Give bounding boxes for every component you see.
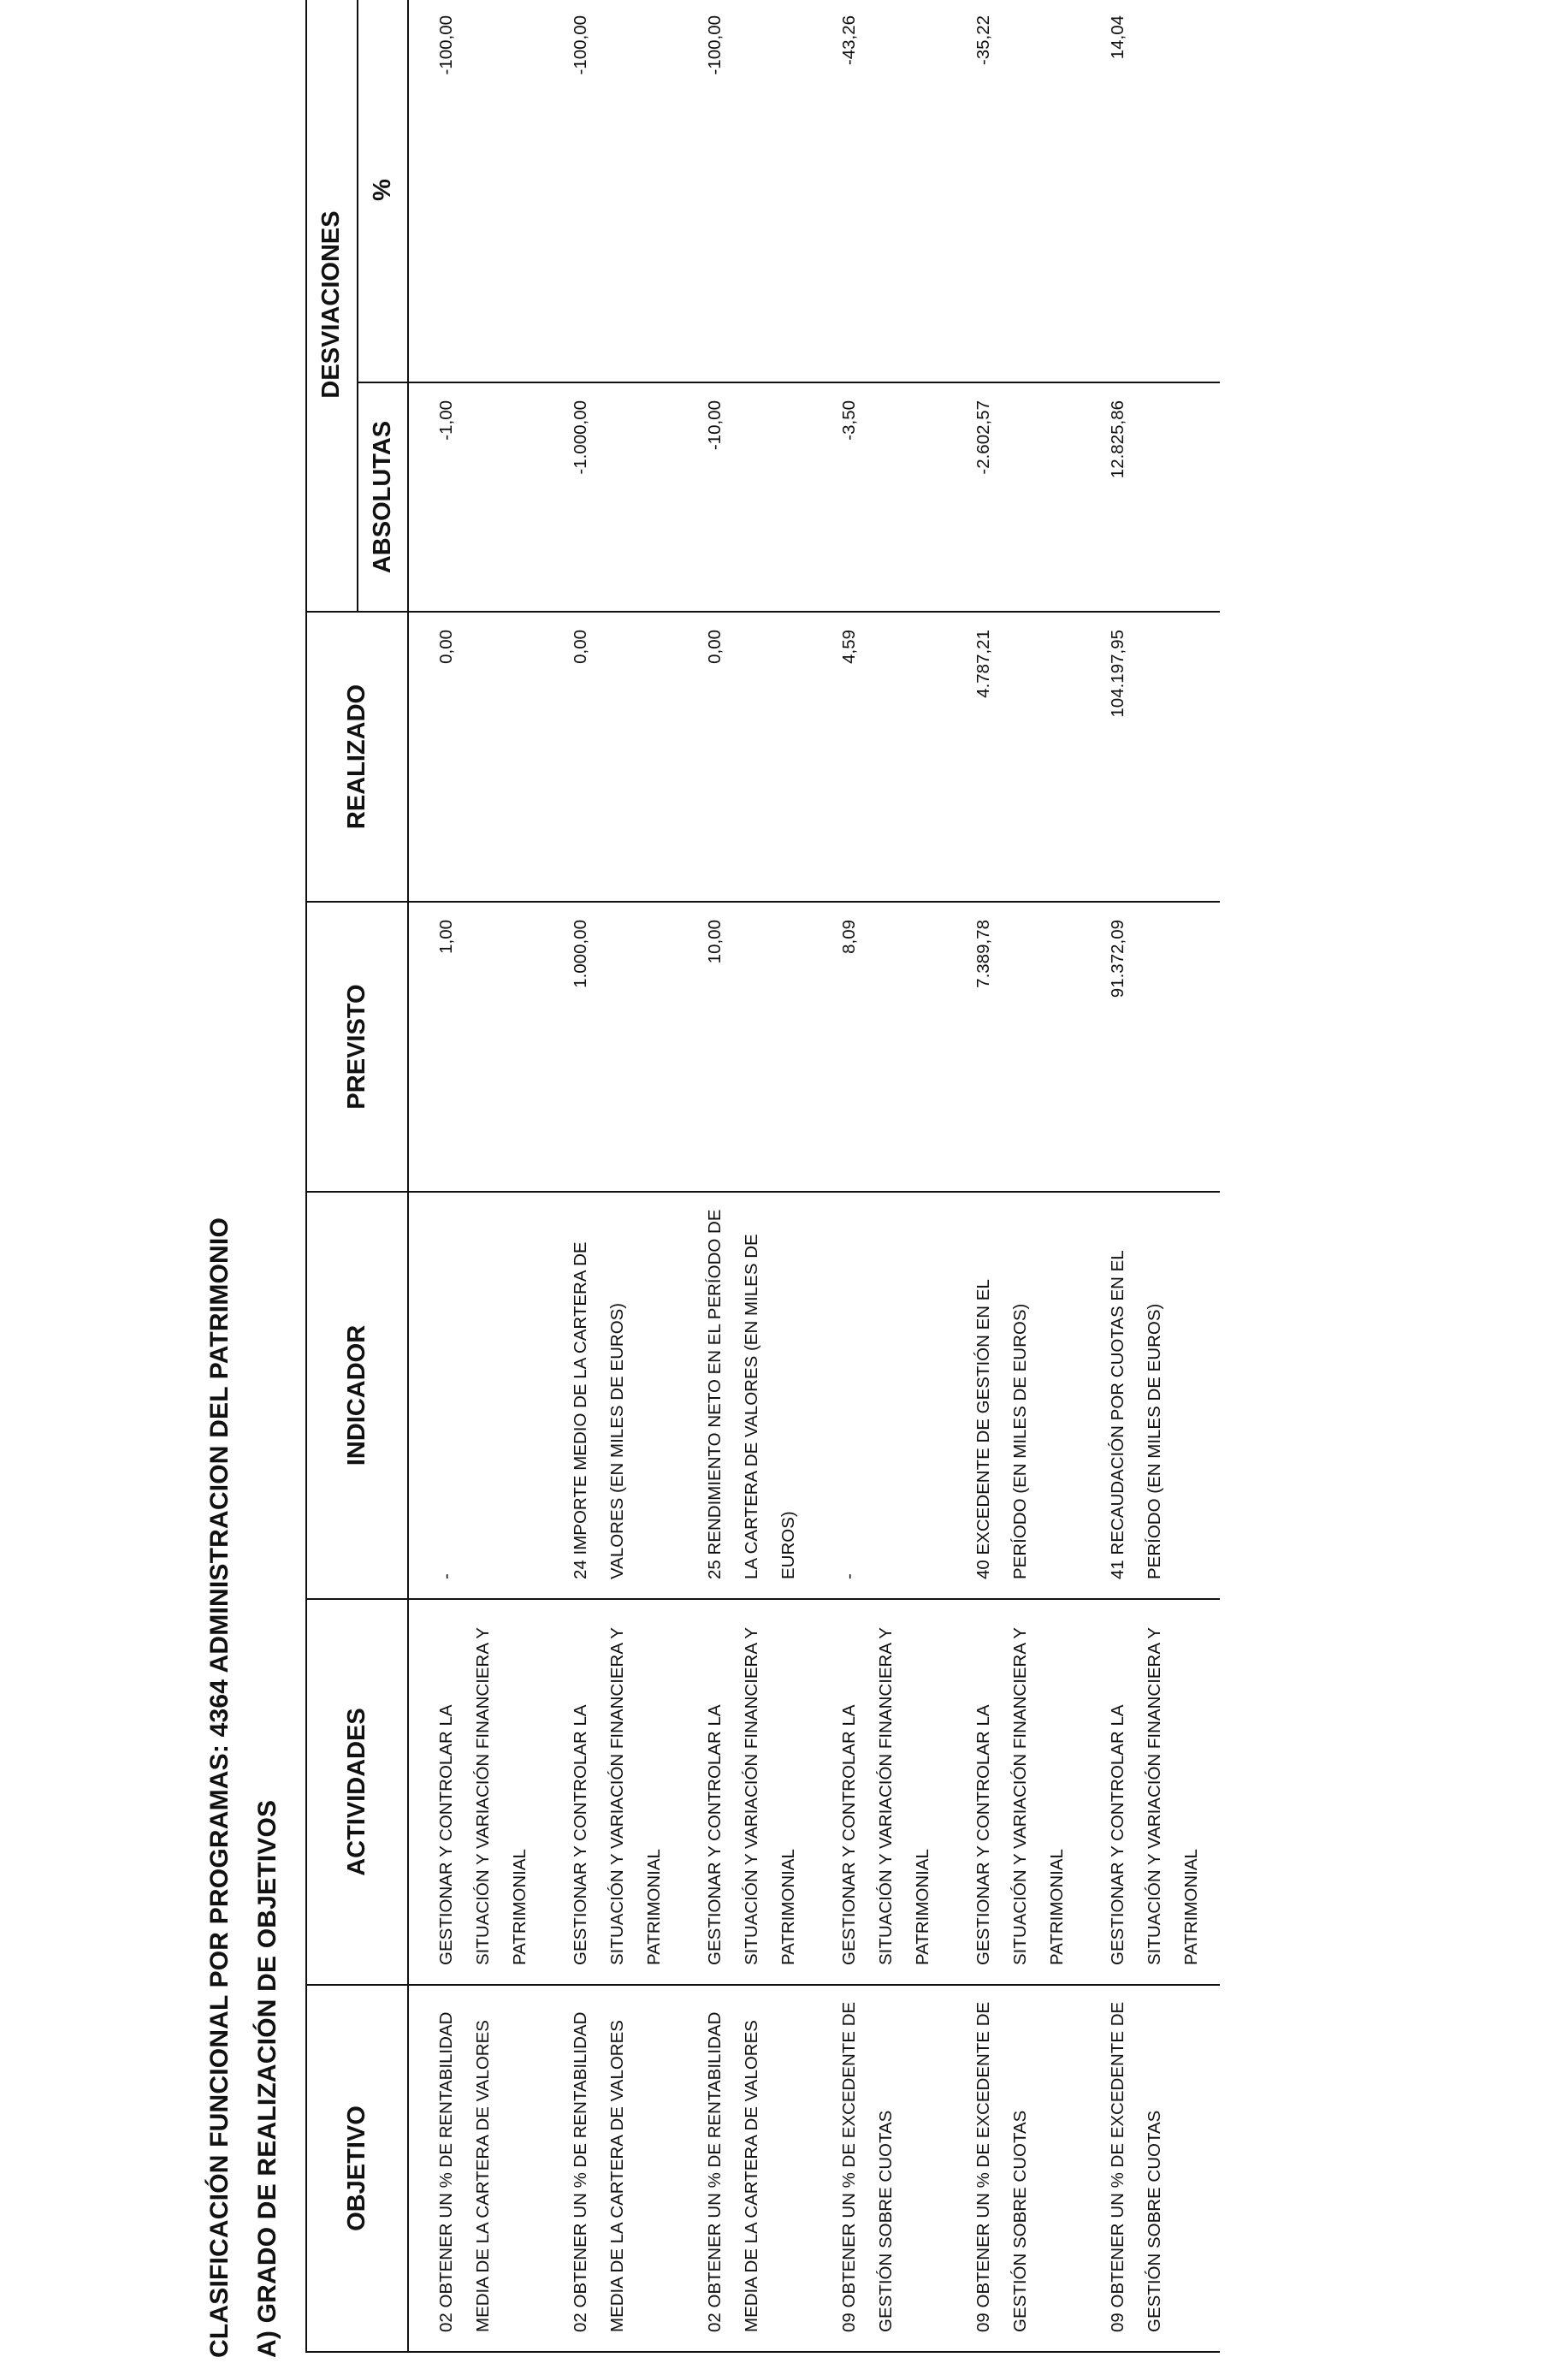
- cell-objetivo: 02 OBTENER UN % DE RENTABILIDAD MEDIA DE LA CARTERA DE VALORES: [543, 1985, 677, 2352]
- col-header-objetivo: OBJETIVO: [306, 1985, 408, 2352]
- cell-realizado: 0,00: [543, 612, 677, 902]
- cell-absolutas: -2.602,57: [946, 382, 1080, 612]
- col-header-previsto: PREVISTO: [306, 902, 408, 1192]
- col-header-desviaciones: DESVIACIONES: [306, 0, 358, 612]
- cell-porcentaje: -100,00: [408, 0, 543, 382]
- table-row: [1080, 0, 1220, 2352]
- cell-previsto: 8,09: [812, 902, 946, 1192]
- cell-absolutas: -1,00: [408, 382, 543, 612]
- cell-objetivo: 02 OBTENER UN % DE RENTABILIDAD MEDIA DE LA CARTERA DE VALORES: [677, 1985, 812, 2352]
- cell-absolutas: -1.000,00: [543, 382, 677, 612]
- report-subtitle: A) GRADO DE REALIZACIÓN DE OBJETIVOS: [253, 1799, 281, 2358]
- cell-realizado: 4.787,21: [946, 612, 1080, 902]
- cell-porcentaje: -100,00: [543, 0, 677, 382]
- cell-realizado: 0,00: [408, 612, 543, 902]
- cell-previsto: 1.000,00: [543, 902, 677, 1192]
- cell-previsto: 1,00: [408, 902, 543, 1192]
- cell-actividades: GESTIONAR Y CONTROLAR LA SITUACIÓN Y VARIACIÓN FINANCIERA Y PATRIMONIAL: [543, 1599, 677, 1985]
- cell-actividades: GESTIONAR Y CONTROLAR LA SITUACIÓN Y VARIACIÓN FINANCIERA Y PATRIMONIAL: [408, 1599, 543, 1985]
- col-header-absolutas: ABSOLUTAS: [358, 382, 409, 612]
- cell-actividades: GESTIONAR Y CONTROLAR LA SITUACIÓN Y VARIACIÓN FINANCIERA Y PATRIMONIAL: [812, 1599, 946, 1985]
- cell-indicador: -: [408, 1192, 543, 1599]
- col-header-indicador: INDICADOR: [306, 1192, 408, 1599]
- cell-objetivo: 09 OBTENER UN % DE EXCEDENTE DE GESTIÓN SOBRE CUOTAS: [1080, 1985, 1220, 2352]
- col-header-actividades: ACTIVIDADES: [306, 1599, 408, 1985]
- cell-indicador: -: [812, 1192, 946, 1599]
- cell-porcentaje: -100,00: [677, 0, 812, 382]
- cell-objetivo: 09 OBTENER UN % DE EXCEDENTE DE GESTIÓN SOBRE CUOTAS: [812, 1985, 946, 2352]
- cell-indicador: 41 RECAUDACIÓN POR CUOTAS EN EL PERÍODO (EN MILES DE EUROS): [1080, 1192, 1220, 1599]
- cell-objetivo: 09 OBTENER UN % DE EXCEDENTE DE GESTIÓN SOBRE CUOTAS: [946, 1985, 1080, 2352]
- objectives-table: [305, 0, 1220, 2353]
- report-title: CLASIFICACIÓN FUNCIONAL POR PROGRAMAS: 4364 ADMINISTRACION DEL PATRIMONIO: [205, 1217, 234, 2358]
- cell-porcentaje: -35,22: [946, 0, 1080, 382]
- table-row: [543, 0, 677, 2352]
- cell-realizado: 4,59: [812, 612, 946, 902]
- cell-absolutas: -3,50: [812, 382, 946, 612]
- cell-realizado: 104.197,95: [1080, 612, 1220, 902]
- cell-indicador: 24 IMPORTE MEDIO DE LA CARTERA DE VALORES (EN MILES DE EUROS): [543, 1192, 677, 1599]
- cell-porcentaje: -43,26: [812, 0, 946, 382]
- col-header-porcentaje: %: [358, 0, 409, 382]
- cell-previsto: 91.372,09: [1080, 902, 1220, 1192]
- cell-actividades: GESTIONAR Y CONTROLAR LA SITUACIÓN Y VARIACIÓN FINANCIERA Y PATRIMONIAL: [1080, 1599, 1220, 1985]
- table-row: [812, 0, 946, 2352]
- cell-absolutas: 12.825,86: [1080, 382, 1220, 612]
- cell-actividades: GESTIONAR Y CONTROLAR LA SITUACIÓN Y VARIACIÓN FINANCIERA Y PATRIMONIAL: [946, 1599, 1080, 1985]
- cell-actividades: GESTIONAR Y CONTROLAR LA SITUACIÓN Y VARIACIÓN FINANCIERA Y PATRIMONIAL: [677, 1599, 812, 1985]
- table-row: [946, 0, 1080, 2352]
- cell-indicador: 25 RENDIMIENTO NETO EN EL PERÍODO DE LA CARTERA DE VALORES (EN MILES DE EUROS): [677, 1192, 812, 1599]
- cell-previsto: 7.389,78: [946, 902, 1080, 1192]
- cell-realizado: 0,00: [677, 612, 812, 902]
- table-row: [408, 0, 543, 2352]
- table-row: [677, 0, 812, 2352]
- cell-absolutas: -10,00: [677, 382, 812, 612]
- cell-porcentaje: 14,04: [1080, 0, 1220, 382]
- cell-indicador: 40 EXCEDENTE DE GESTIÓN EN EL PERÍODO (EN MILES DE EUROS): [946, 1192, 1080, 1599]
- cell-previsto: 10,00: [677, 902, 812, 1192]
- col-header-realizado: REALIZADO: [306, 612, 408, 902]
- cell-objetivo: 02 OBTENER UN % DE RENTABILIDAD MEDIA DE LA CARTERA DE VALORES: [408, 1985, 543, 2352]
